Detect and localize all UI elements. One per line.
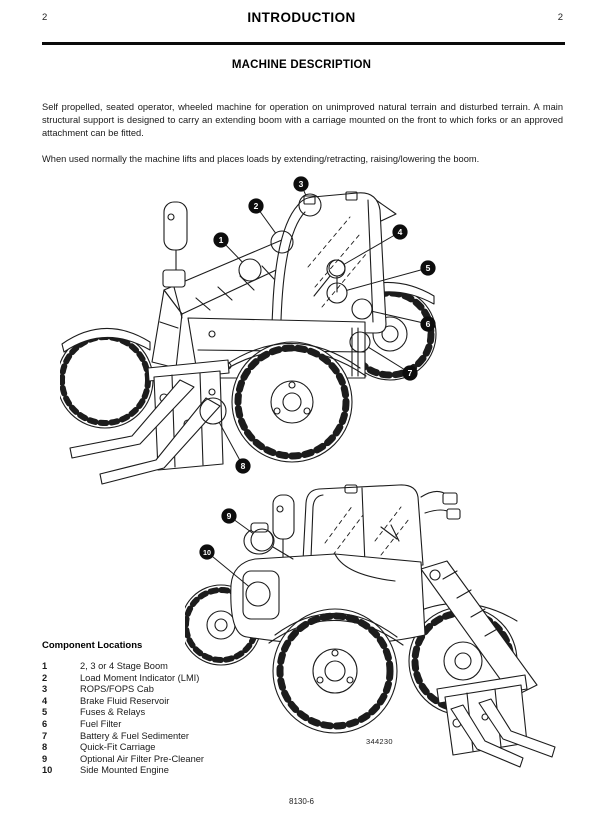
component-item-label: Fuses & Relays: [80, 707, 146, 718]
callout-number: 9: [226, 511, 232, 522]
component-item-label: 2, 3 or 4 Stage Boom: [80, 661, 168, 671]
page-number-right: 2: [557, 12, 563, 23]
component-locations-title: Component Locations: [42, 640, 143, 651]
callout-number: 8: [240, 461, 246, 472]
page-number-left: 2: [42, 12, 48, 23]
component-locations: [42, 640, 322, 777]
section-title: MACHINE DESCRIPTION: [231, 59, 372, 71]
callout-number: 10: [203, 548, 211, 558]
component-item-number: 4: [42, 695, 48, 706]
component-item-number: 1: [42, 661, 48, 671]
machine-front-artwork: [60, 192, 436, 484]
component-item-number: 8: [42, 742, 48, 753]
callout-number: 5: [425, 263, 431, 274]
component-item-number: 5: [42, 707, 48, 718]
callout-number: 2: [253, 201, 259, 212]
component-item: [42, 684, 322, 696]
component-item: [42, 719, 322, 731]
figure-machine-front-view: [60, 172, 440, 492]
callout-number: 7: [407, 368, 413, 379]
component-item: [42, 707, 322, 719]
body-text: [42, 101, 563, 179]
machine-front-line-art: [60, 172, 440, 492]
component-item-label: Battery & Fuel Sedimenter: [80, 730, 190, 741]
component-item-label: Side Mounted Engine: [80, 765, 169, 776]
callout-number: 4: [397, 227, 403, 238]
component-item: [42, 673, 322, 685]
component-item: [42, 731, 322, 743]
component-item-label: ROPS/FOPS Cab: [80, 684, 154, 695]
paragraph-machine-description: Self propelled, seated operator, wheeled machine for operation on unimproved natural terrain and disturbed terrain. A main structural support is designed to carry an extending boom with a carriage mounted on the front to which forks or an approved attachment can be fitted.: [42, 102, 563, 138]
component-item-number: 10: [42, 765, 53, 776]
component-item-label: Quick-Fit Carriage: [80, 742, 156, 753]
component-item-number: 6: [42, 718, 48, 729]
component-item-label: Brake Fluid Reservoir: [80, 695, 170, 706]
footer-document-code: 8130-6: [289, 797, 314, 806]
header-rule: [42, 42, 565, 45]
component-item: [42, 696, 322, 708]
component-item-number: 7: [42, 730, 48, 741]
component-item-label: Load Moment Indicator (LMI): [80, 672, 200, 683]
callout-number: 6: [425, 319, 431, 330]
component-item: [42, 661, 322, 673]
figure-number: 344230: [366, 737, 393, 746]
component-item-label: Optional Air Filter Pre-Cleaner: [80, 753, 205, 764]
component-item-number: 9: [42, 753, 48, 764]
callout-number: 1: [218, 235, 224, 246]
component-item-number: 3: [42, 684, 48, 695]
callout-number: 3: [298, 179, 304, 190]
component-locations-list: [42, 661, 322, 777]
component-item: [42, 765, 322, 777]
component-item: [42, 754, 322, 766]
page-title: INTRODUCTION: [247, 10, 356, 25]
component-item: [42, 742, 322, 754]
paragraph-machine-use: When used normally the machine lifts and places loads by extending/retracting, raising/lowering the boom.: [42, 154, 480, 164]
component-item-number: 2: [42, 672, 48, 683]
component-item-label: Fuel Filter: [80, 718, 122, 729]
